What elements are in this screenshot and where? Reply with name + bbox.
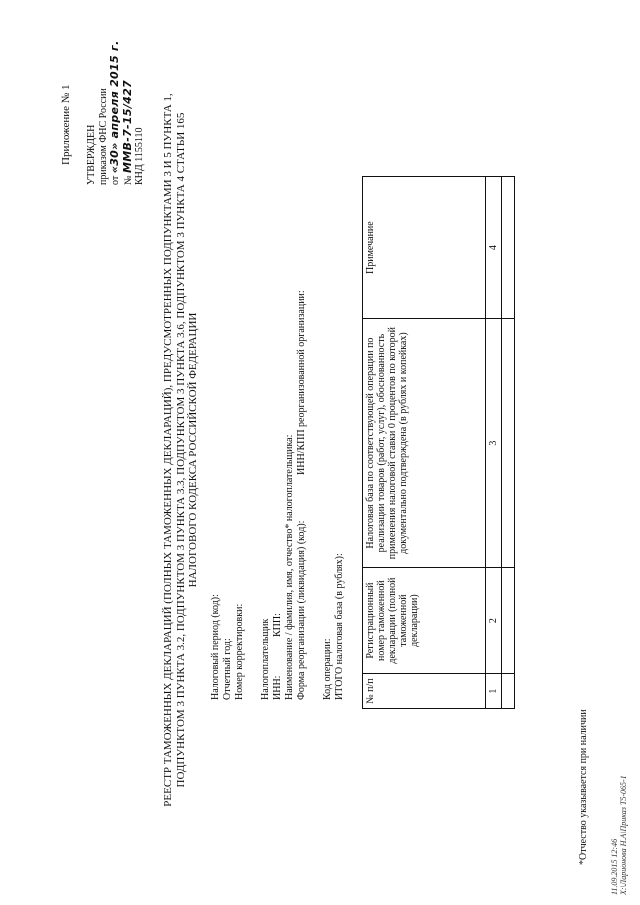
- tax-period-label: Налоговый период (код):: [210, 594, 221, 700]
- reporting-year-label: Отчетный год:: [222, 638, 233, 700]
- column-number-4: 4: [486, 177, 502, 319]
- handwritten-number: ММВ-7-15/427: [120, 80, 134, 173]
- period-block: [210, 594, 246, 700]
- register-table: [362, 176, 515, 709]
- service-stamp: 11.09.2015 12:46 X:\Ларионова Н.А\Приказ Т5-065-1: [610, 775, 628, 895]
- order-label: приказом ФНС России: [97, 88, 109, 185]
- column-number-2: 2: [486, 567, 502, 673]
- inn-kpp-line: [272, 435, 284, 700]
- approval-stamp: [86, 40, 146, 185]
- total-base-label: ИТОГО налоговая база (в рублях):: [334, 553, 345, 700]
- inn-label: ИНН:: [272, 675, 283, 700]
- operation-block: [322, 553, 346, 700]
- reorg-form-label: Форма реорганизации (ликвидация) (код):: [296, 520, 307, 700]
- taxpayer-label: Налогоплательщик: [260, 618, 271, 700]
- header-note: Примечание: [363, 177, 486, 319]
- appendix-label: Приложение № 1: [60, 84, 72, 165]
- order-number: № ММВ-7-15/427: [120, 80, 134, 185]
- header-number: № п/п: [363, 674, 486, 709]
- approved-label: УТВЕРЖДЕН: [86, 124, 97, 185]
- correction-number-label: Номер корректировки:: [234, 603, 245, 700]
- kpp-label: КПП:: [272, 613, 283, 638]
- handwritten-date: «30» апреля 2015 г.: [108, 40, 121, 174]
- column-number-3: 3: [486, 319, 502, 568]
- footnote: *Отчество указывается при наличии: [578, 709, 589, 865]
- header-tax-base: Налоговая база по соответствующей операции по реализации товаров (работ, услуг), обоснованность применения налоговой ставки 0 процентов по которой документально подтверждена (в рублях и копейках): [363, 319, 486, 568]
- reorg-inn-label: ИНН/КПП реорганизованной организации:: [296, 290, 307, 475]
- table-row: [502, 177, 515, 709]
- taxpayer-name-label: Наименование / фамилия, имя, отчество* налогоплательщика:: [284, 434, 295, 700]
- column-number-1: 1: [486, 674, 502, 709]
- header-declaration: Регистрационный номер таможенной декларации (полной таможенной декларации): [363, 567, 486, 673]
- table-row: [486, 177, 502, 709]
- order-date: от «30» апреля 2015 г.: [108, 40, 121, 185]
- table-header-row: [363, 177, 486, 709]
- knd-code: КНД 1155110: [134, 127, 145, 185]
- operation-code-label: Код операции:: [322, 638, 333, 700]
- document-title: РЕЕСТР ТАМОЖЕННЫХ ДЕКЛАРАЦИЙ (ПОЛНЫХ ТАМОЖЕННЫХ ДЕКЛАРАЦИЙ), ПРЕДУСМОТРЕННЫХ ПОДПУНКТАМИ 3 И 5 ПУНКТА 1, ПОДПУНКТОМ 3 ПУНКТА 3.2, ПОДПУНКТОМ 3 ПУНКТА 3.3, ПОДПУНКТОМ 3 ПУНКТА 3.6, ПОДПУНКТОМ 3 ПУНКТА 4 СТАТЬИ 165 НАЛОГОВОГО КОДЕКСА РОССИЙСКОЙ ФЕДЕРАЦИИ: [162, 93, 199, 807]
